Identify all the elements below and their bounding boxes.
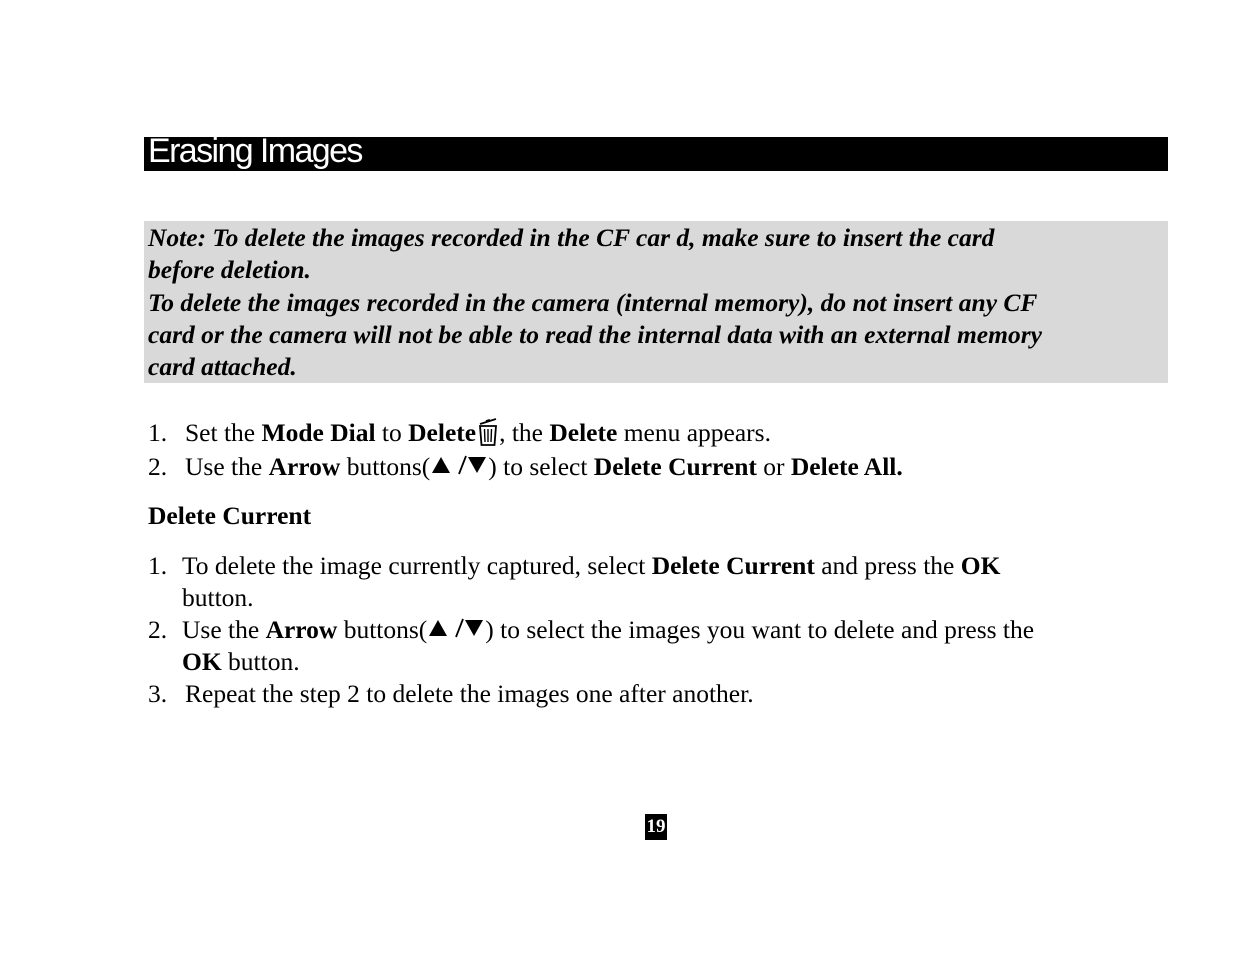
step-number: 1. [148,418,168,447]
note-line-1: Note: To delete the images recorded in the CF car d, make sure to insert the card [148,223,995,252]
step-bold: Arrow [268,452,341,481]
note-line-2: before deletion. [148,255,311,284]
step-text: ) to select [488,452,594,481]
step-text: Use the [185,452,269,481]
section-subheading: Delete Current [148,501,312,530]
step-bold: Delete [549,418,618,447]
step-number: 2. [148,452,168,481]
step-text: Set the [185,418,262,447]
step-bold: Delete [408,418,477,447]
step-bold: Delete Current [651,551,815,580]
note-line-5: card attached. [148,352,297,381]
step-text: buttons( [337,615,428,644]
trash-can-icon [477,417,499,447]
step-number: 2. [148,615,168,644]
step-bold: Delete All. [790,452,903,481]
step-2-text [185,451,903,483]
page-title: Erasing Images [148,132,362,170]
up-down-arrow-icon [430,454,488,476]
delete-current-step-2-cont [182,646,300,678]
step-bold: Delete Current [593,452,757,481]
step-bold: Arrow [265,615,338,644]
delete-current-step-2-text [182,614,1034,646]
step-text: To delete the image currently captured, select [182,551,652,580]
step-text: Use the [182,615,266,644]
delete-current-step-3-text: Repeat the step 2 to delete the images one after another. [185,679,754,708]
step-1-text [185,417,771,449]
step-text: ) to select the images you want to delete and press the [485,615,1035,644]
step-number: 1. [148,551,168,580]
step-text: buttons( [340,452,431,481]
step-text: to [375,418,409,447]
delete-current-step-1-text [182,550,1000,582]
section-title-bar [144,132,1168,171]
step-bold: Mode Dial [261,418,376,447]
step-number: 3. [148,679,168,708]
note-line-4: card or the camera will not be able to read the internal data with an external memory [148,320,1042,349]
note-box [144,221,1168,383]
step-text: and press the [814,551,961,580]
note-line-3: To delete the images recorded in the camera (internal memory), do not insert any CF [148,288,1038,317]
step-bold: OK [960,551,1001,580]
step-text: or [756,452,791,481]
up-down-arrow-icon [427,617,485,639]
step-text: , the [499,418,550,447]
step-text: button. [221,647,300,676]
step-bold: OK [182,647,222,676]
page-number: 19 [645,814,667,840]
step-text: menu appears. [617,418,771,447]
delete-current-step-1-cont: button. [182,583,254,612]
